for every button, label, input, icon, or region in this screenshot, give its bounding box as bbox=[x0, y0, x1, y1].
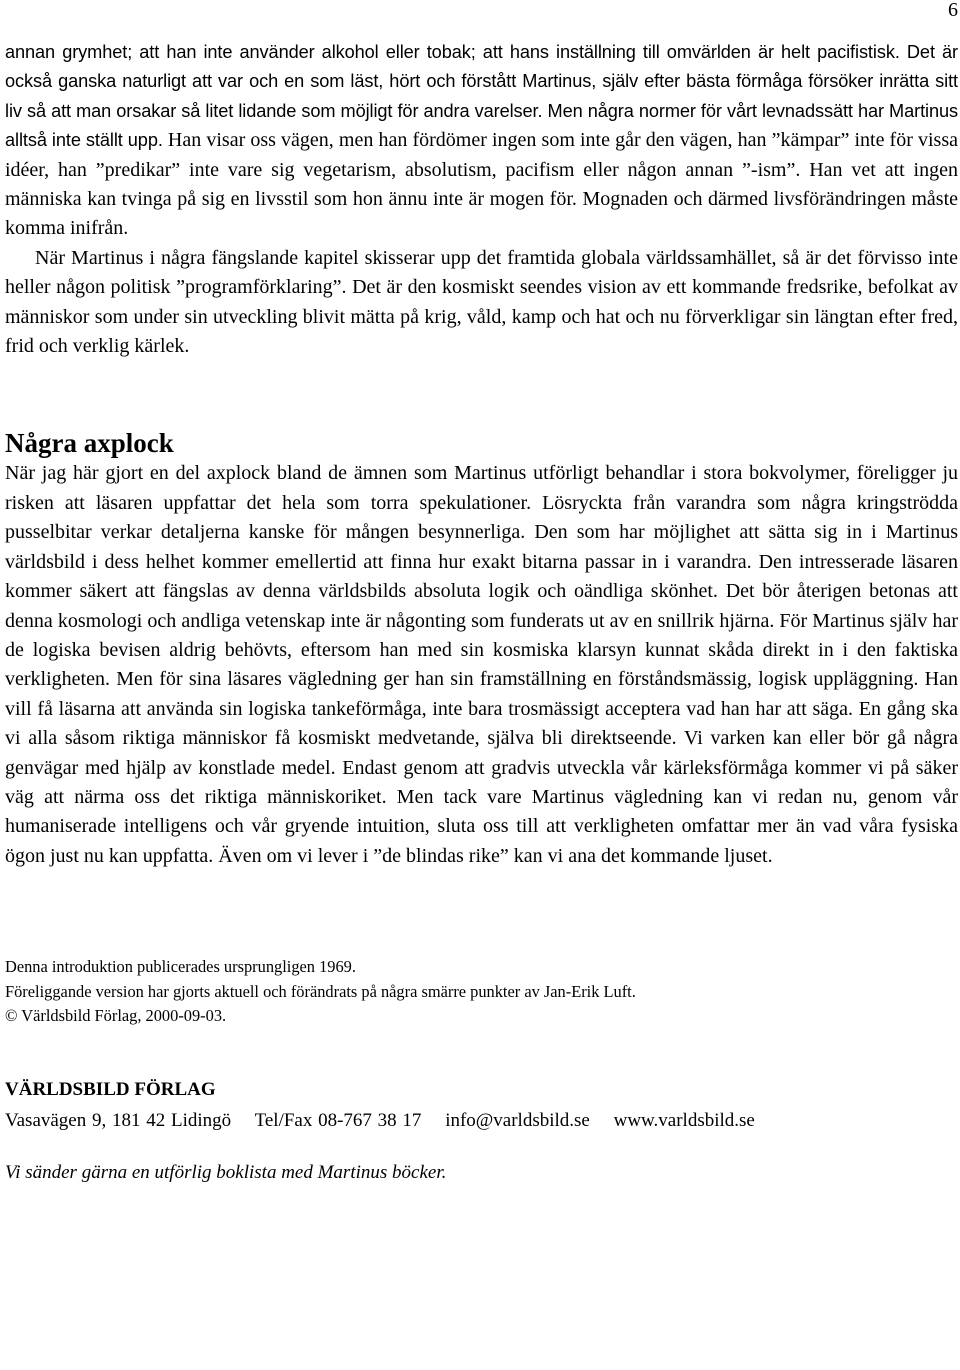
intro-lead-text: annan grymhet; att han inte använder alkohol eller tobak; att hans inställning till omvärlden är helt pacifistisk. Det är också ganska naturligt att var och en som läst, hört och förstått Martinus, själv efter bästa förmåga försöker inrätta sitt liv så att man orsakar så litet lidande som möjligt för andra varelser. Men några normer för vårt levnadssätt har Martinus alltså inte ställt upp. bbox=[5, 42, 958, 151]
note-copyright: © Världsbild Förlag, 2000-09-03. bbox=[5, 1005, 227, 1025]
intro-paragraph-2: När Martinus i några fängslande kapitel skisserar upp det framtida globala världssamhället, så är det förvisso inte heller någon politisk ”programförklaring”. Det är den kosmiskt seendes vision av ett kommande fredsrike, befolkat av människor som under sin utveckling blivit mätta på krig, våld, kamp och hat och nu förverkligar sin längtan efter fred, frid och verklig kärlek. bbox=[5, 246, 958, 358]
publisher-phone: Tel/Fax 08-767 38 17 bbox=[254, 1110, 422, 1132]
note-original-publication: Denna introduktion publicerades ursprungligen 1969. bbox=[5, 957, 356, 977]
intro-paragraph bbox=[5, 38, 958, 244]
note-revision: Föreliggande version har gjorts aktuell och förändrats på några smärre punkter av Jan-Erik Luft. bbox=[5, 981, 636, 1001]
section-heading: Några axplock bbox=[5, 428, 174, 459]
closing-note: Vi sänder gärna en utförlig boklista med Martinus böcker. bbox=[5, 1162, 447, 1184]
section-paragraph: När jag här gjort en del axplock bland de ämnen som Martinus utförligt behandlar i stora bokvolymer, föreligger ju risken att läsaren uppfattar det hela som torra spekulationer. Lösryckta från varandra som några kringströdda pusselbitar verkar detaljerna kanske för mången besynnerliga. Den som har möjlighet att sätta sig in i Martinus världsbild i dess helhet kommer emellertid att finna hur exakt bitarna passar in i varandra. Den intresserade läsaren kommer säkert att fängslas av denna världsbilds absoluta logik och oändliga skönhet. Det bör återigen betonas att denna kosmologi och andliga vetenskap inte är någonting som funderats ut av en snillrik hjärna. För Martinus själv har de logiska bevisen aldrig behövts, eftersom han med sin kosmiska klarsyn kunnat skåda direkt in i den faktiska verkligheten. Men för sina läsares vägledning ger han sin framställning en förståndsmässig, logisk uppläggning. Han vill få läsarna att använda sin logiska tankeförmåga, inte bara trosmässigt acceptera vad han har att säga. En gång ska vi alla såsom riktiga människor få kosmiskt medvetande, själva bli direktseende. Vi varken kan eller bör gå några genvägar med hjälp av konstlade medel. Endast genom att gradvis utveckla vår kärleksförmåga kommer vi på säker väg att närma oss det riktiga människoriket. Men tack vare Martinus vägledning kan vi redan nu, genom vår humaniserade intelligens och vår gryende intuition, sluta oss till att verkligheten omfattar mer än vad våra fysiska ögon just nu kan uppfatta. Även om vi lever i ”de blindas rike” kan vi ana det kommande ljuset. bbox=[5, 462, 958, 867]
intro-rest-text: Han visar oss vägen, men han fördömer ingen som inte går den vägen, han ”kämpar” inte för vissa idéer, han ”predikar” inte vare sig vegetarism, absolutism, pacifism eller någon annan ”-ism”. Han vet att ingen människa kan tvinga på sig en livsstil som hon ännu inte är mogen för. Mognaden och därmed livsförändringen måste komma inifrån. bbox=[5, 129, 958, 240]
publisher-name: VÄRLDSBILD FÖRLAG bbox=[5, 1079, 216, 1101]
publisher-address: Vasavägen 9, 181 42 Lidingö bbox=[5, 1110, 232, 1132]
publication-notes bbox=[5, 955, 958, 1028]
document-body bbox=[5, 38, 958, 1186]
publisher-contact bbox=[5, 1104, 958, 1138]
publisher-website[interactable]: www.varldsbild.se bbox=[613, 1110, 755, 1132]
publisher-email[interactable]: info@varldsbild.se bbox=[445, 1110, 590, 1132]
page-number: 6 bbox=[948, 0, 958, 21]
